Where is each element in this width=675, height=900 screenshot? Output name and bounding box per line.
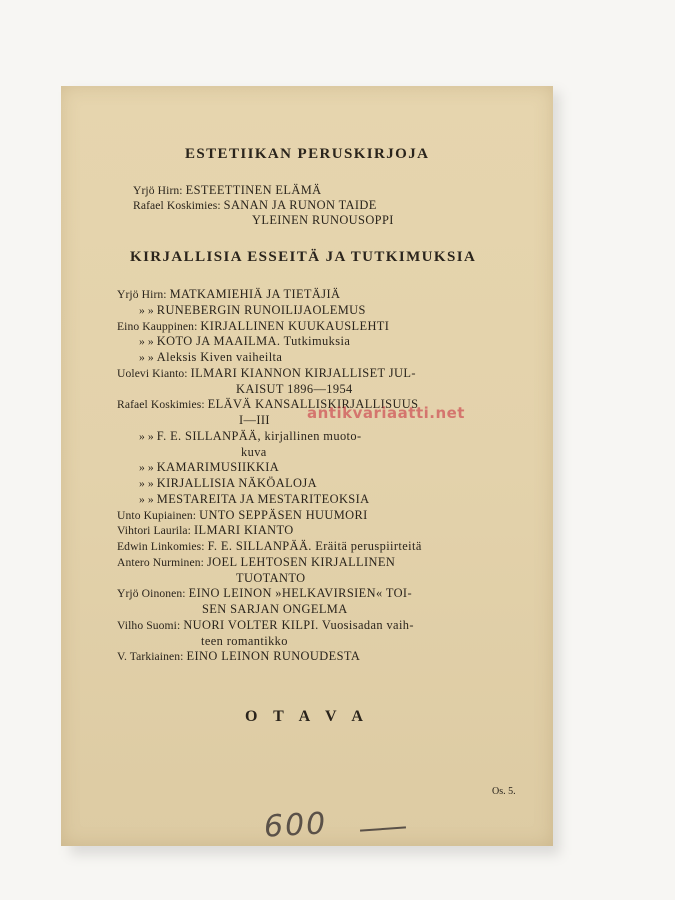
author-name: Yrjö Oinonen: (117, 587, 186, 601)
handwritten-price-dash (360, 826, 406, 831)
volume-number: Os. 5. (492, 786, 516, 797)
list-item (117, 287, 340, 302)
list-item: Yrjö Hirn: ESTEETTINEN ELÄMÄ (133, 183, 322, 197)
book-title: ILMARI KIANTO (194, 523, 294, 538)
list-item (139, 350, 282, 365)
list-item (117, 618, 414, 633)
list-item (139, 303, 366, 318)
book-title: I—III (239, 413, 270, 427)
author-name: Edwin Linkomies: (117, 540, 205, 553)
book-title: NUORI VOLTER KILPI. Vuosisadan vaih- (183, 617, 414, 632)
author-name: Rafael Koskimies: (117, 398, 205, 412)
author-name: Vilho Suomi: (117, 618, 181, 632)
author-name: V. Tarkiainen: (117, 650, 184, 664)
section-title-essays: KIRJALLISIA ESSEITÄ JA TUTKIMUKSIA (130, 249, 477, 265)
list-item (139, 429, 362, 444)
book-title: TUOTANTO (236, 570, 306, 585)
book-title: Aleksis Kiven vaiheilta (156, 350, 283, 364)
book-title: F. E. SILLANPÄÄ. Eräitä peruspiirteitä (207, 539, 422, 553)
book-title: kuva (241, 444, 267, 459)
book-title: RUNEBERGIN RUNOILIJAOLEMUS (156, 302, 366, 317)
list-item (117, 649, 360, 664)
author-name: » » (139, 429, 154, 443)
watermark: antikvariaatti.net (307, 404, 465, 422)
book-title: F. E. SILLANPÄÄ, kirjallinen muoto- (156, 428, 362, 443)
author-name: Yrjö Hirn: (117, 288, 167, 301)
list-item (139, 476, 317, 491)
list-item (117, 319, 389, 334)
book-title: KAMARIMUSIIKKIA (156, 460, 280, 475)
list-item (139, 492, 369, 507)
author-name: » » (139, 351, 154, 364)
list-item (117, 539, 422, 554)
book-title: ELÄVÄ KANSALLISKIRJALLISUUS (207, 397, 419, 412)
author-name: » » (139, 335, 154, 349)
list-item (139, 334, 350, 349)
book-title: KOTO JA MAAILMA. Tutkimuksia (156, 334, 351, 349)
book-title: UNTO SEPPÄSEN HUUMORI (199, 507, 368, 522)
publisher-name: O T A V A (245, 708, 369, 725)
list-item (117, 586, 412, 601)
book-title: JOEL LEHTOSEN KIRJALLINEN (206, 554, 396, 569)
book-title: ILMARI KIANNON KIRJALLISET JUL- (190, 365, 416, 380)
book-back-cover (61, 86, 553, 846)
book-title: SEN SARJAN ONGELMA (202, 602, 348, 616)
list-item: YLEINEN RUNOUSOPPI (252, 213, 394, 227)
book-title: KIRJALLINEN KUUKAUSLEHTI (200, 318, 390, 333)
author-name: » » (139, 303, 154, 317)
list-item (139, 460, 279, 475)
author-name: Unto Kupiainen: (117, 508, 197, 522)
list-item (117, 555, 395, 570)
book-title: teen romantikko (201, 633, 288, 648)
author-name: Antero Nurminen: (117, 555, 204, 569)
book-title: MESTAREITA JA MESTARITEOKSIA (156, 491, 370, 506)
book-title: MATKAMIEHIÄ JA TIETÄJIÄ (169, 287, 341, 301)
list-item: Rafael Koskimies: SANAN JA RUNON TAIDE (133, 198, 377, 212)
list-item (117, 366, 416, 381)
author-name: » » (139, 477, 154, 490)
handwritten-price: 600 (263, 806, 329, 845)
author-name: Uolevi Kianto: (117, 366, 188, 380)
author-name: Eino Kauppinen: (117, 319, 198, 333)
book-title: KAISUT 1896—1954 (236, 381, 353, 396)
list-item (117, 508, 368, 523)
author-name: » » (139, 461, 154, 475)
author-name: » » (139, 492, 154, 506)
list-item (117, 523, 294, 538)
book-title: EINO LEINON RUNOUDESTA (186, 649, 361, 664)
book-title: EINO LEINON »HELKAVIRSIEN« TOI- (188, 586, 412, 601)
book-title: KIRJALLISIA NÄKÖALOJA (156, 476, 317, 490)
section-title-aesthetics: ESTETIIKAN PERUSKIRJOJA (185, 146, 430, 162)
author-name: Vihtori Laurila: (117, 524, 191, 538)
